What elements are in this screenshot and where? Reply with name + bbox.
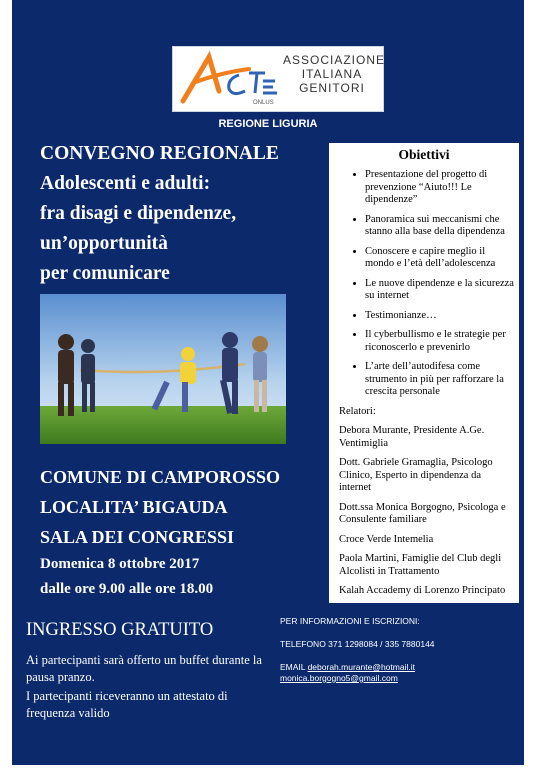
objectives-title: Obiettivi <box>398 147 450 162</box>
objective-item: • Conoscere e capire meglio il mondo e l’età dell’adolescenza <box>365 246 515 271</box>
objective-item: • Presentazione del progetto di prevenzione “Aiuto!!! Le dipendenze” <box>365 169 515 207</box>
speaker-item: Kalah Accademy di Lorenzo Principato <box>339 585 506 596</box>
speaker-item: Paola Martini, Famiglie del Club degli Alcolisti in Trattamento <box>339 553 502 577</box>
venue-block <box>40 462 340 602</box>
free-entry-title: INGRESSO GRATUITO <box>26 620 214 640</box>
logo-text-line: ITALIANA <box>301 67 363 81</box>
objectives-list <box>329 169 519 399</box>
venue-line: LOCALITA’ BIGAUDA <box>40 497 228 517</box>
title-line: Adolescenti e adulti: <box>40 173 211 194</box>
title-line: fra disagi e dipendenze, <box>40 203 237 224</box>
objective-item: • Panoramica sui meccanismi che stanno alla base della dipendenza <box>365 214 515 239</box>
contacts-heading: PER INFORMAZIONI E ISCRIZIONI: <box>280 616 420 626</box>
poster <box>12 0 524 765</box>
tug-of-war-photo <box>40 294 286 444</box>
speaker-item: Dott. Gabriele Gramaglia, Psicologo Clinico, Esperto in dipendenza da internet <box>339 457 493 493</box>
speakers-title: Relatori: <box>339 405 376 417</box>
buffet-note: Ai partecipanti sarà offerto un buffet durante la pausa pranzo. <box>26 653 262 684</box>
event-time: dalle ore 9.00 alle ore 18.00 <box>40 581 214 597</box>
contacts-block <box>280 616 520 684</box>
certificate-note: I partecipanti riceveranno un attestato di frequenza valido <box>26 689 228 720</box>
phone-numbers: TELEFONO 371 1298084 / 335 7880144 <box>280 639 435 649</box>
region-label: REGIONE LIGURIA <box>218 118 318 130</box>
email-link-1[interactable]: deborah.murante@hotmail.it <box>307 662 415 672</box>
venue-line: COMUNE DI CAMPOROSSO <box>40 467 281 487</box>
event-date: Domenica 8 ottobre 2017 <box>40 556 200 572</box>
email-label: EMAIL <box>280 662 306 672</box>
email-link-2[interactable]: monica.borgogno5@gmail.com <box>280 673 398 683</box>
objectives-panel <box>329 143 519 603</box>
svg-text:ONLUS: ONLUS <box>253 100 274 106</box>
speaker-item: Debora Murante, Presidente A.Ge. Ventimiglia <box>339 425 485 449</box>
title-line: per comunicare <box>40 263 170 284</box>
logo-text <box>283 53 386 95</box>
age-logo <box>172 46 384 112</box>
event-title <box>40 139 340 289</box>
objective-item: • Il cyberbullismo e le strategie per riconoscerlo e prevenirlo <box>365 329 515 354</box>
objective-item: • Le nuove dipendenze e la sicurezza su internet <box>365 278 515 303</box>
objective-item: • L’arte dell’autodifesa come strumento in più per rafforzare la crescita personale <box>365 361 515 399</box>
logo-text-line: GENITORI <box>299 81 365 95</box>
speaker-item: Croce Verde Intemelia <box>339 533 434 545</box>
title-line: un’opportunità <box>40 233 168 254</box>
age-logo-mark <box>179 51 283 107</box>
title-line: CONVEGNO REGIONALE <box>40 143 279 164</box>
speakers-list <box>329 406 519 598</box>
logo-text-line: ASSOCIAZIONE <box>283 53 386 67</box>
venue-line: SALA DEI CONGRESSI <box>40 527 235 547</box>
speaker-item: Dott.ssa Monica Borgogno, Psicologa e Consulente familiare <box>339 501 506 525</box>
objective-item: • Testimonianze… <box>365 310 515 323</box>
